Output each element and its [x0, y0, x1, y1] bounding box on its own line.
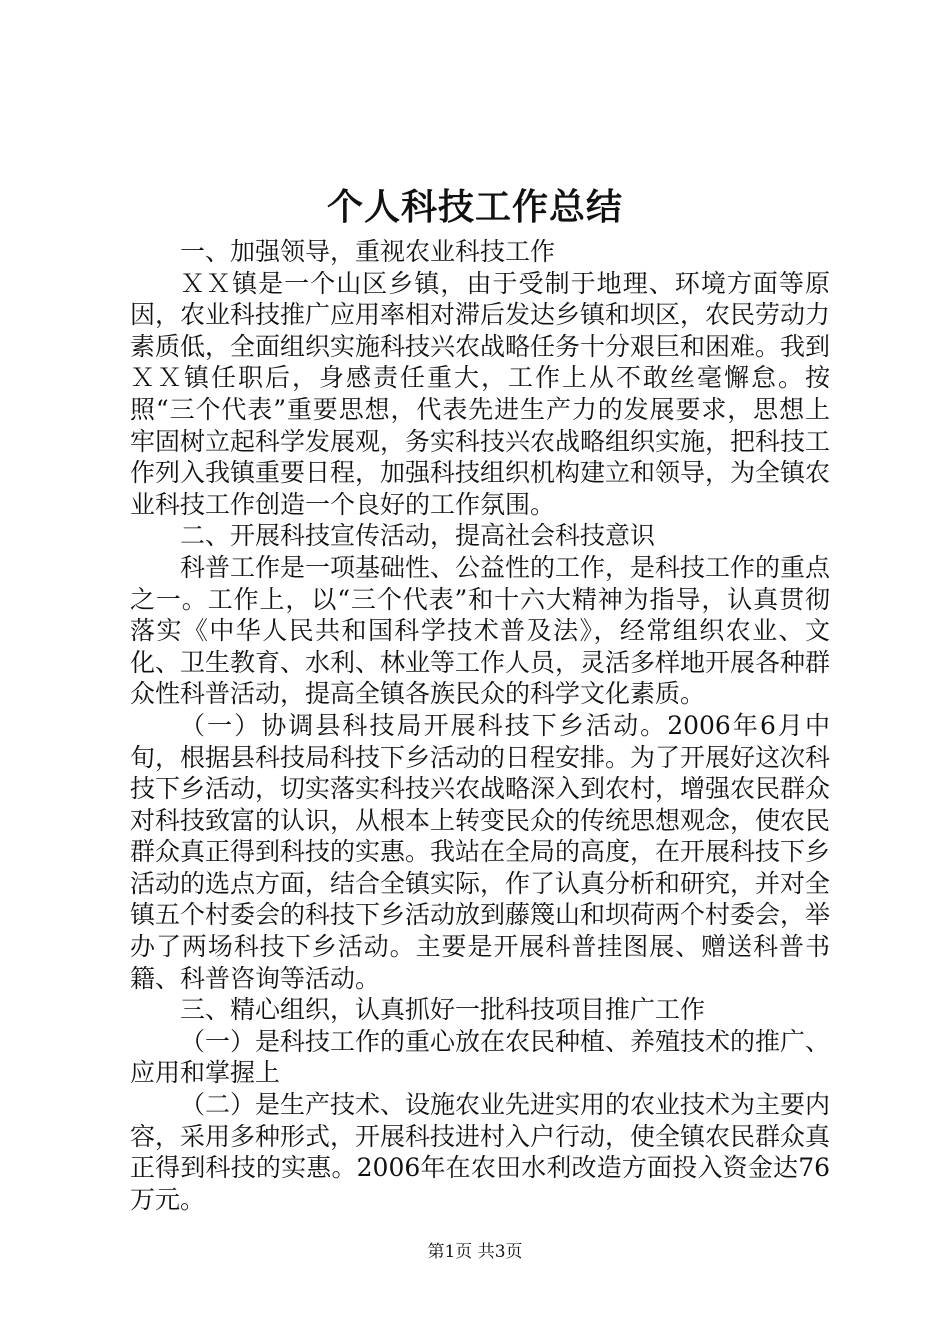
paragraph-4: （一）是科技工作的重心放在农民种植、养殖技术的推广、应用和掌握上	[130, 1026, 831, 1088]
page-footer: 第1页 共3页	[427, 1242, 523, 1262]
paragraph-1: ＸＸ镇是一个山区乡镇，由于受制于地理、环境方面等原因，农业科技推广应用率相对滞后发达乡镇和坝区，农民劳动力素质低，全面组织实施科技兴农战略任务十分艰巨和困难。我到ＸＸ镇任职后，身感责任重大，工作上从不敢丝毫懈怠。按照“三个代表”重要思想，代表先进生产力的发展要求，思想上牢固树立起科学发展观，务实科技兴农战略组织实施，把科技工作列入我镇重要日程，加强科技组织机构建立和领导，为全镇农业科技工作创造一个良好的工作氛围。	[130, 268, 831, 519]
paragraph-3: （一）协调县科技局开展科技下乡活动。2006年6月中旬，根据县科技局科技下乡活动的日程安排。为了开展好这次科技下乡活动，切实落实科技兴农战略深入到农村，增强农民群众对科技致富的认识，从根本上转变民众的传统思想观念，使农民群众真正得到科技的实惠。我站在全局的高度，在开展科技下乡活动的选点方面，结合全镇实际，作了认真分析和研究，并对全镇五个村委会的科技下乡活动放到藤篾山和坝荷两个村委会，举办了两场科技下乡活动。主要是开展科普挂图展、赠送科普书籍、科普咨询等活动。	[130, 710, 831, 993]
section-heading-2: 二、开展科技宣传活动，提高社会科技意识	[180, 521, 656, 551]
document-title: 个人科技工作总结	[326, 186, 623, 228]
paragraph-5: （二）是生产技术、设施农业先进实用的农业技术为主要内容，采用多种形式，开展科技进村入户行动，使全镇农民群众真正得到科技的实惠。2006年在农田水利改造方面投入资金达76万元。	[130, 1090, 831, 1214]
section-heading-1: 一、加强领导，重视农业科技工作	[180, 237, 556, 266]
document-body	[130, 236, 830, 1215]
paragraph-2: 科普工作是一项基础性、公益性的工作，是科技工作的重点之一。工作上，以“三个代表”和十六大精神为指导，认真贯彻落实《中华人民共和国科学技术普及法》，经常组织农业、文化、卫生教育、水利、林业等工作人员，灵活多样地开展各种群众性科普活动，提高全镇各族民众的科学文化素质。	[130, 552, 831, 709]
section-heading-3: 三、精心组织，认真抓好一批科技项目推广工作	[180, 995, 706, 1025]
